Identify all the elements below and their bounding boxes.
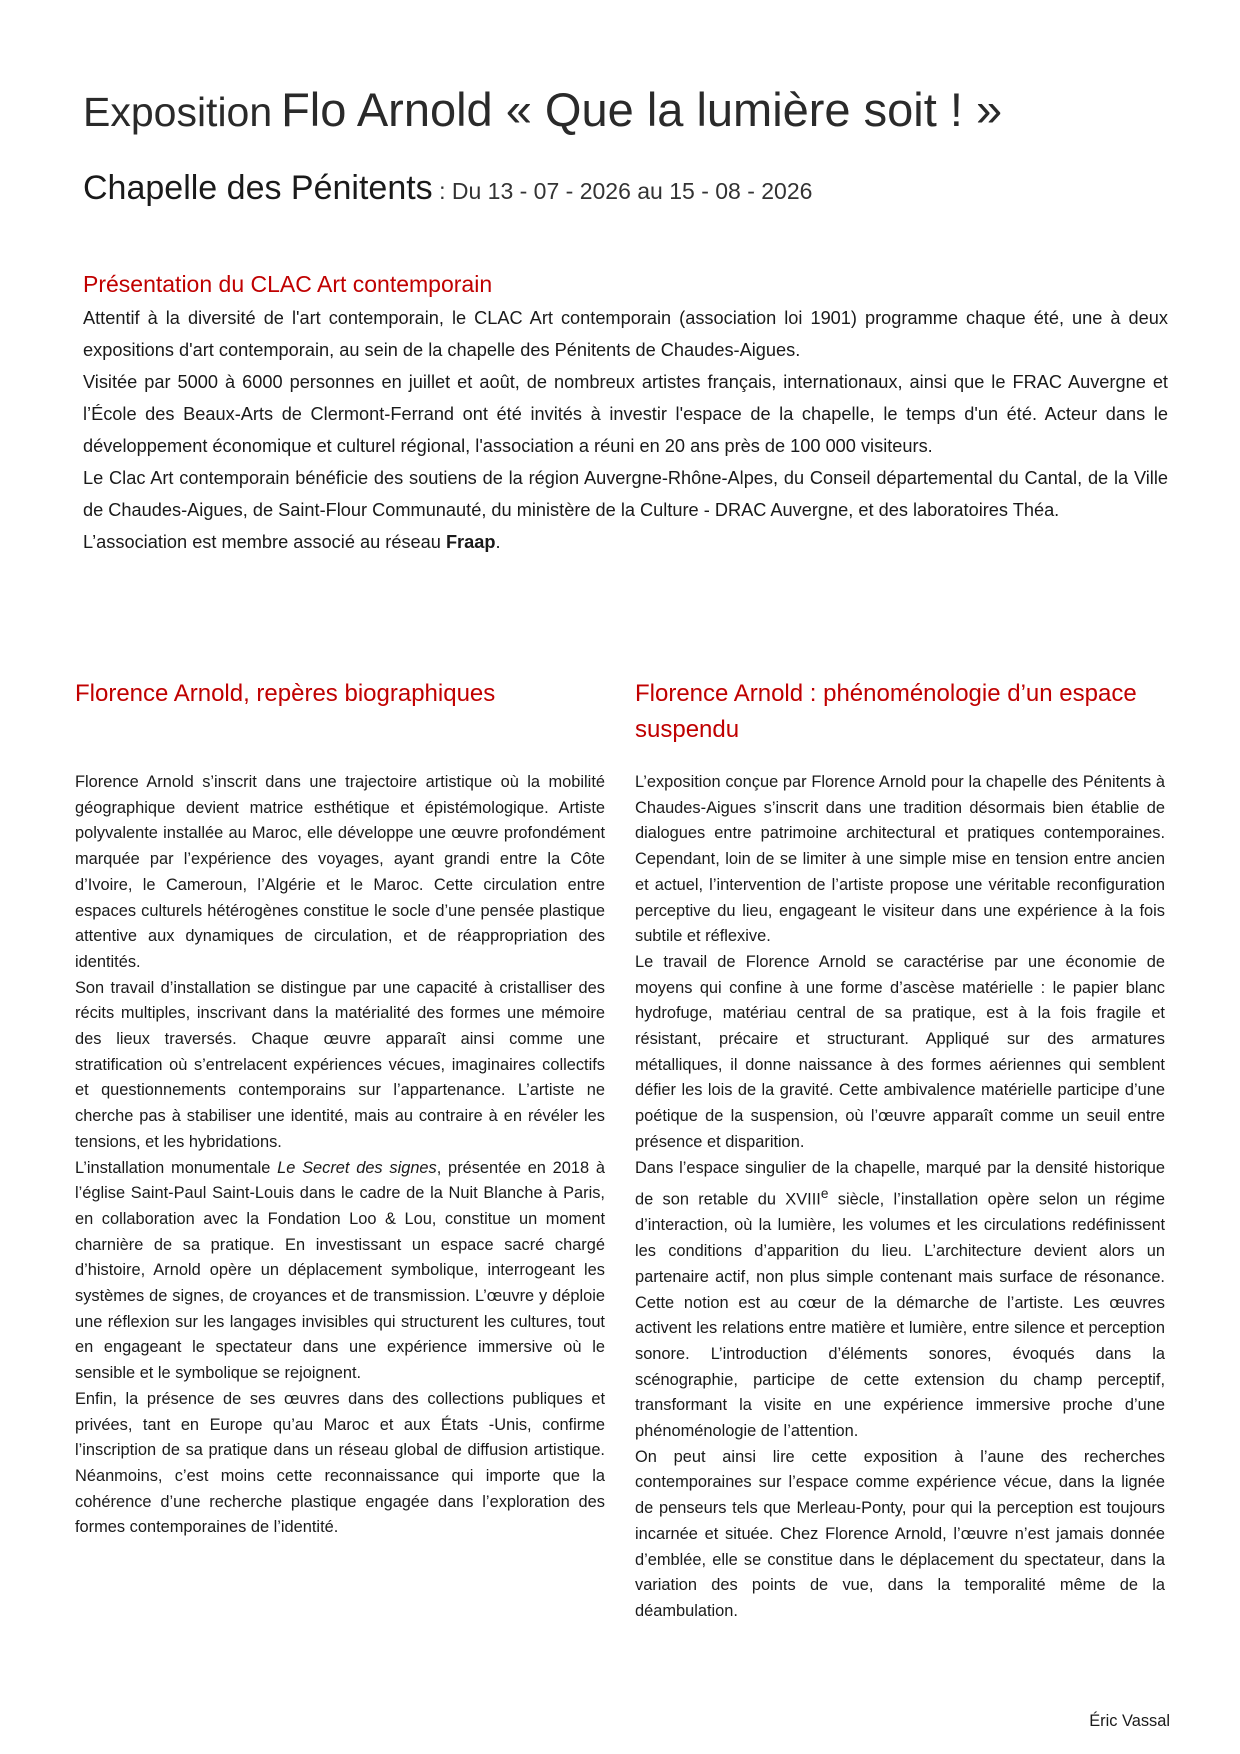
biography-paragraph: Son travail d’installation se distingue par une capacité à cristalliser des récits multiples, inscrivant dans la matérialité des formes une mémoire des lieux traversés. Chaque œuvre apparaît ainsi comme une stratification où s’entrelacent expériences vécues, imaginaires collectifs et questionnements contemporains sur l’appartenance. L’artiste ne cherche pas à stabiliser une identité, mais au contraire à en révéler les tensions, et les hybridations. [75, 978, 605, 1151]
biography-body [75, 770, 605, 1541]
century-superscript: e [820, 1186, 829, 1202]
phenomenology-paragraph: On peut ainsi lire cette exposition à l’aune des recherches contemporaines sur l’espace comme expérience vécue, dans la lignée de penseurs tels que Merleau-Ponty, pour qui la perception est toujours incarnée et située. Chez Florence Arnold, l’œuvre n’est jamais donnée d’emblée, elle se constitue dans le déplacement du spectateur, dans la variation des points de vue, dans la temporalité même de la déambulation. [635, 1447, 1165, 1620]
phenomenology-text: Dans l’espace singulier de la chapelle, marqué par la densité historique de son retable du XVIII [635, 1158, 1165, 1209]
biography-paragraph: Florence Arnold s’inscrit dans une trajectoire artistique où la mobilité géographique devient matrice esthétique et épistémologique. Artiste polyvalente installée au Maroc, elle développe une œuvre profondément marquée par l’expérience des voyages, ayant grandi entre la Côte d’Ivoire, le Cameroun, l’Algérie et le Maroc. Cette circulation entre espaces culturels hétérogènes constitue le socle d’une pensée plastique attentive aux dynamiques de circulation, et de réappropriation des identités. [75, 773, 605, 971]
biography-text: , présentée en 2018 à l’église Saint-Paul Saint-Louis dans le cadre de la Nuit Blanche à Paris, en collaboration avec la Fondation Loo & Lou, constitue un moment charnière de sa pratique. En investissant un espace sacré chargé d’histoire, Arnold opère un déplacement symbolique, interrogeant les systèmes de signes, de croyances et de transmission. L’œuvre y déploie une réflexion sur les langages invisibles qui structurent les cultures, tout en engageant le spectateur dans une expérience immersive où le sensible et le symbolique se rejoignent. [75, 1158, 605, 1383]
phenomenology-body [635, 770, 1165, 1625]
phenomenology-paragraph: L’exposition conçue par Florence Arnold pour la chapelle des Pénitents à Chaudes-Aigues s’inscrit dans une tradition désormais bien établie de dialogues entre patrimoine architectural et pratiques contemporaines. Cependant, loin de se limiter à une simple mise en tension entre ancien et actuel, l’intervention de l’artiste propose une véritable reconfiguration perceptive du lieu, engageant le visiteur dans une expérience à la fois subtile et réflexive. [635, 773, 1165, 946]
fraap-text-before: L’association est membre associé au réseau [83, 532, 446, 552]
intro-paragraph-fraap [83, 526, 1168, 558]
fraap-text-after: . [495, 532, 501, 552]
title-main: Flo Arnold « Que la lumière soit ! » [281, 83, 1003, 136]
intro-paragraph: Attentif à la diversité de l'art contemporain, le CLAC Art contemporain (association loi 1901) programme chaque été, une à deux expositions d'art contemporain, au sein de la chapelle des Pénitents de Chaudes-Aigues. [83, 308, 1168, 360]
title-prefix: Exposition [83, 89, 273, 135]
phenomenology-column [635, 676, 1165, 1625]
author-signature: Éric Vassal [1089, 1712, 1170, 1730]
intro-section [83, 266, 1168, 558]
page-subtitle [83, 168, 812, 209]
intro-heading: Présentation du CLAC Art contemporain [83, 271, 493, 297]
artwork-title: Le Secret des signes [277, 1158, 437, 1177]
biography-paragraph: Enfin, la présence de ses œuvres dans des collections publiques et privées, tant en Europe qu’au Maroc et aux États -Unis, confirme l’inscription de sa pratique dans un réseau global de diffusion artistique. Néanmoins, c’est moins cette reconnaissance qui importe que la cohérence d’une recherche plastique engagée dans l’exploration des formes contemporaines de l’identité. [75, 1389, 605, 1537]
venue-name: Chapelle des Pénitents [83, 169, 433, 207]
fraap-link: Fraap [445, 532, 496, 552]
phenomenology-paragraph [635, 1156, 1165, 1445]
biography-column [75, 676, 605, 1541]
phenomenology-heading: Florence Arnold : phénoménologie d’un espace suspendu [635, 680, 1137, 743]
page-title [83, 84, 1002, 136]
phenomenology-text: siècle, l’installation opère selon un régime d’interaction, où la lumière, les volumes et les circulations redéfinissent les conditions d’apparition du lieu. L’architecture devient alors un partenaire actif, non plus simple contenant mais surface de résonance. Cette notion est au cœur de la démarche de l’artiste. Les œuvres activent les relations entre matière et lumière, entre silence et perception sonore. L’introduction d’éléments sonores, évoqués dans la scénographie, participe de cette extension du champ perceptif, transformant la visite en une expérience immersive proche d’une phénoménologie de l’attention. [635, 1190, 1165, 1441]
biography-heading: Florence Arnold, repères biographiques [75, 680, 496, 707]
intro-paragraph: Le Clac Art contemporain bénéficie des soutiens de la région Auvergne-Rhône-Alpes, du Conseil départemental du Cantal, de la Ville de Chaudes-Aigues, de Saint-Flour Communauté, du ministère de la Culture - DRAC Auvergne, et des laboratoires Théa. [83, 468, 1168, 520]
biography-text: L’installation monumentale [75, 1158, 278, 1177]
phenomenology-paragraph: Le travail de Florence Arnold se caractérise par une économie de moyens qui confine à une forme d’ascèse matérielle : le papier blanc hydrofuge, matériau central de sa pratique, est à la fois fragile et résistant, précaire et structurant. Appliqué sur des armatures métalliques, il donne naissance à des formes aériennes qui semblent défier les lois de la gravité. Cette ambivalence matérielle participe d’une poétique de la suspension, où l’œuvre apparaît comme un seuil entre présence et disparition. [635, 952, 1165, 1151]
exhibition-dates: : Du 13 - 07 - 2026 au 15 - 08 - 2026 [432, 178, 813, 204]
intro-paragraph: Visitée par 5000 à 6000 personnes en juillet et août, de nombreux artistes français, internationaux, ainsi que le FRAC Auvergne et l’École des Beaux-Arts de Clermont-Ferrand ont été invités à investir l'espace de la chapelle, le temps d'un été. Acteur dans le développement économique et culturel régional, l'association a réuni en 20 ans près de 100 000 visiteurs. [83, 372, 1168, 456]
biography-paragraph [75, 1156, 605, 1387]
